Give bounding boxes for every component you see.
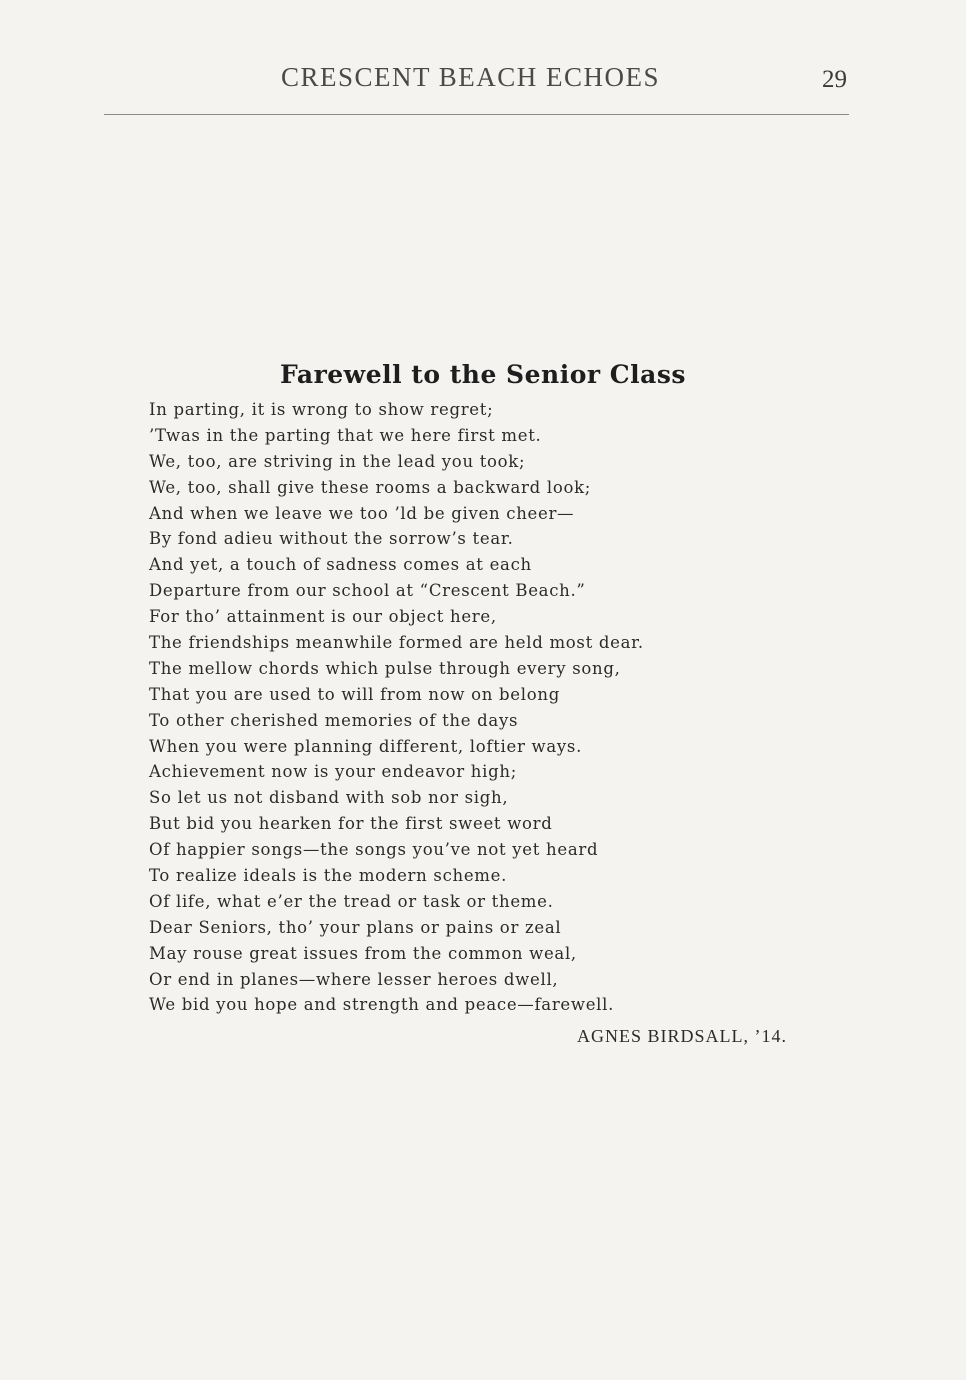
poem-line: The mellow chords which pulse through every song, — [149, 658, 621, 678]
page-number: 29 — [822, 66, 847, 93]
poem-line: Achievement now is your endeavor high; — [149, 762, 517, 782]
poem-line: To other cherished memories of the days — [149, 710, 519, 730]
poem-line: And yet, a touch of sadness comes at each — [149, 555, 532, 575]
poem-line: We, too, are striving in the lead you took; — [149, 451, 526, 471]
author-signature: AGNES BIRDSALL, ’14. — [577, 1026, 788, 1046]
poem-line: But bid you hearken for the first sweet word — [149, 814, 553, 834]
running-header — [0, 62, 966, 102]
poem-line: The friendships meanwhile formed are held most dear. — [149, 633, 644, 653]
poem-line: ’Twas in the parting that we here first met. — [149, 425, 542, 445]
poem-line: So let us not disband with sob nor sigh, — [149, 788, 509, 808]
poem-line: By fond adieu without the sorrow’s tear. — [149, 529, 514, 549]
poem-line: To realize ideals is the modern scheme. — [149, 866, 508, 886]
poem-line: And when we leave we too ’ld be given cheer— — [149, 503, 575, 523]
poem-line: We bid you hope and strength and peace—farewell. — [149, 995, 615, 1015]
poem-body — [149, 397, 849, 1018]
poem-line: When you were planning different, loftier ways. — [149, 736, 583, 756]
poem-line: Dear Seniors, tho’ your plans or pains or zeal — [149, 917, 562, 937]
poem-line: May rouse great issues from the common weal, — [149, 943, 577, 963]
poem-line: Or end in planes—where lesser heroes dwell, — [149, 969, 559, 989]
poem-line: For tho’ attainment is our object here, — [149, 607, 497, 627]
poem-line: Departure from our school at “Crescent Beach.” — [149, 581, 586, 601]
header-title: CRESCENT BEACH ECHOES — [281, 62, 661, 92]
poem-title: Farewell to the Senior Class — [280, 359, 686, 389]
poem-line: That you are used to will from now on belong — [149, 684, 560, 704]
poem-line: Of happier songs—the songs you’ve not yet heard — [149, 840, 599, 860]
header-divider — [104, 114, 849, 115]
poem-line: We, too, shall give these rooms a backward look; — [149, 477, 592, 497]
poem-line: Of life, what e’er the tread or task or theme. — [149, 891, 554, 911]
poem-line: In parting, it is wrong to show regret; — [149, 400, 494, 419]
